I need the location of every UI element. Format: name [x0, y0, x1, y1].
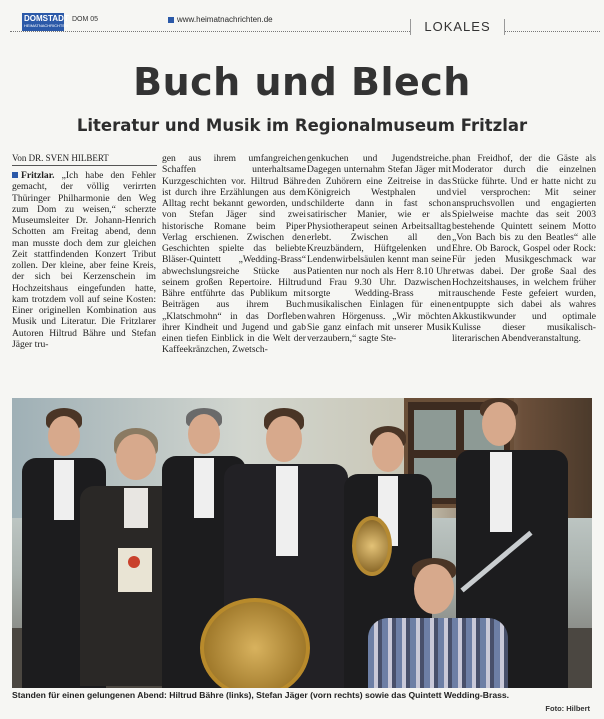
- group-photo: [12, 398, 592, 688]
- logo-subtitle: HEIMATNACHRICHTEN: [24, 23, 68, 28]
- column-2-text: gen aus ihrem umfangreichen Schaffen unterhaltsame Kurzgeschichten vor. Hiltrud Bähre ist durch ihre Erzählungen aus dem Alltag recht bekannt geworden, und von Stefan Jäger sind zwei historische Romane beim Piper Verlag erschienen. Zwischen den Geschichten spielte das beliebte Bläser-Quintett „Wedding-Brass“ abwechslungsreiche Stücke aus seinem großen Repertoire. Hiltrud Bähre entführte das Publikum mit Beiträgen aus ihrem Buch „Klatschmohn“ in das Dorfleben ihrer Kindheit und Jugend und gab einen tiefen Einblick in die Welt der Kaffeekränzchen, Zwetsch-: [162, 153, 306, 356]
- section-label: LOKALES: [410, 19, 505, 35]
- photo-person-stefan: [362, 558, 512, 688]
- photo-person-4: [220, 408, 350, 688]
- photo-credit: Foto: Hilbert: [545, 704, 590, 713]
- tuba-instrument: [200, 598, 310, 688]
- article-column-4: [452, 153, 596, 383]
- column-4-text: phan Freidhof, der die Gäste als Moderator durch die einzelnen Stücke führte. Und er hatte nicht zu viel versprochen: Mit seiner anspruchsvollen und engagierten Spielweise machte das seit 2003 bestehende Quintett seinem Motto „Von Bach bis zu den Beatles“ alle Ehre. Ob Barock, Gospel oder Rock: Für jeden Musikgeschmack war etwas dabei. Der große Saal des Hochzeitshauses, in welchem früher rauschende Feste gefeiert wurden, entpuppte sich dabei als wahres Akkustikwunder und optimale Kulisse dieser musikalisch-literarischen Abendveranstaltung.: [452, 153, 596, 344]
- url-bullet-icon: [168, 17, 174, 23]
- byline-rule: [12, 165, 157, 166]
- website-url: www.heimatnachrichten.de: [177, 15, 273, 24]
- paragraph-marker-icon: [12, 172, 18, 178]
- column-3-text: genkuchen und Jugendstreiche. Dagegen unternahm Stefan Jäger mit den Zuhörern eine Zeitreise in das Königreich Westphalen und schilderte dann in fast schon satirischer Manier, wie er als Physiotherapeut seinen Arbeitsalltag erlebt. Zwischen all den Kreuzbändern, Hüftgelenken und Lendenwirbelsäulen kennt man seine Patienten nur noch als Herr 8.10 Uhr und Frau 9.30 Uhr. Dazwischen sorgte Wedding-Brass mit musikalischen Einlagen für einen wahren Hörgenuss. „Wir möchten Sie ganz einfach mit unserer Musik verzaubern,“ sagte Ste-: [307, 153, 451, 344]
- article-column-3: [307, 153, 451, 383]
- article-headline: Buch und Blech: [133, 60, 471, 104]
- photo-caption: Standen für einen gelungenen Abend: Hiltrud Bähre (links), Stefan Jäger (vorn rechts) sowie das Quintett Wedding-Brass.: [12, 690, 510, 700]
- dateline: Fritzlar.: [21, 170, 55, 181]
- header-divider: [10, 31, 410, 32]
- article-subheadline: Literatur und Musik im Regionalmuseum Fritzlar: [76, 116, 528, 135]
- byline: [12, 153, 162, 166]
- byline-text: Von DR. SVEN HILBERT: [12, 153, 109, 163]
- header-divider-right: [505, 31, 600, 32]
- article-column-1: [12, 170, 156, 400]
- header-bar: [10, 13, 594, 35]
- article-column-2: [162, 153, 306, 383]
- column-1-text: „Ich habe den Fehler gemacht, der völlig verirrten Thüringer Philharmonie den Weg zum Dom zu weisen,“ scherzte Museumsleiter Dr. Johann-Henrich Schotten am Freitag abend, denn man musste doch dem zur gleichen Zeit stattfindenden Konzert Tribut zollen. Der kleine, aber feine Kreis, der sich bei Kerzenschein im Hochzeitshaus eingefunden hatte, kam trotzdem voll auf seine Kosten: Einer originellen Kombination aus Musik und Literatur. Die Fritzlarer Autoren Hiltrud Bähre und Stefan Jäger tru-: [12, 170, 156, 350]
- issue-label: DOM 05: [72, 16, 99, 23]
- logo-title: DOMSTADT: [24, 14, 69, 23]
- newspaper-logo: [22, 13, 69, 31]
